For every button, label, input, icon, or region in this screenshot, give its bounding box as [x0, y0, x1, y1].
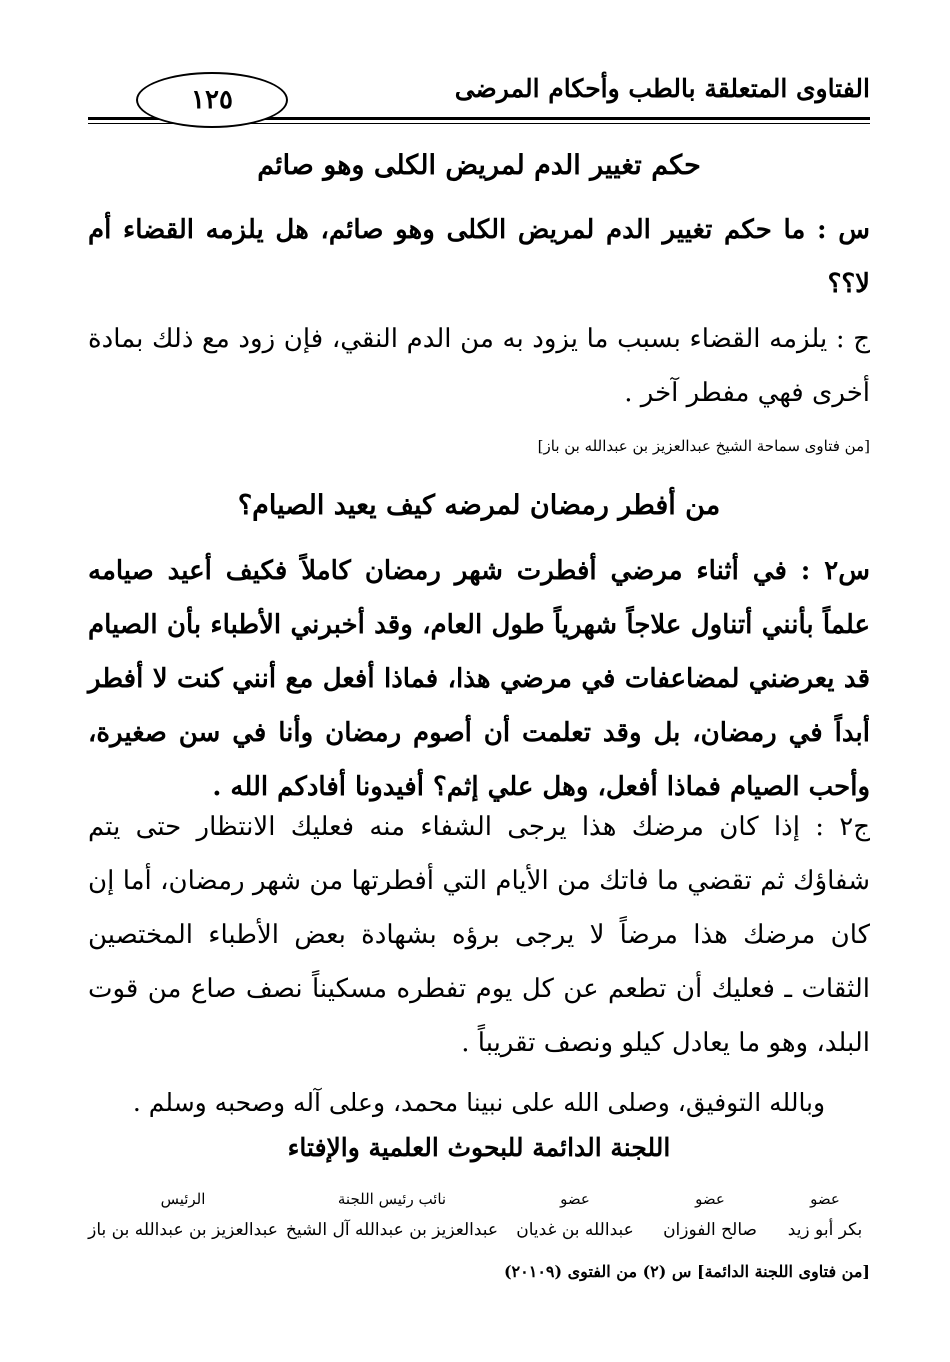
fatwa1-title: حكم تغيير الدم لمريض الكلى وهو صائم — [257, 150, 701, 181]
member-fawzan — [650, 1185, 770, 1247]
fatwa2-source: [من فتاوى اللجنة الدائمة] س (٢) من الفتوى (٢٠١٠٩) — [503, 1262, 870, 1281]
member-role: نائب رئيس اللجنة — [337, 1190, 447, 1208]
member-ghudayyan — [505, 1185, 645, 1247]
committee-members — [88, 1185, 870, 1255]
member-bakr — [780, 1185, 870, 1247]
member-role: عضو — [695, 1190, 725, 1208]
fatwa2-question: س٢ : في أثناء مرضي أفطرت شهر رمضان كاملاً فكيف أعيد صيامه علماً بأنني أتناول علاجاً شهرياً طول العام، وقد أخبرني الأطباء بأن الصيام قد يعرضني لمضاعفات في مرضي هذا، فماذا أفعل مع أنني كنت لا أفطر أبداً في رمضان، بل وقد تعلمت أن أصوم رمضان وأنا في سن صغيرة، وأحب الصيام فماذا أفعل، وهل علي إثم؟ أفيدونا أفادكم الله . — [88, 556, 870, 802]
member-name: عبدالعزيز بن عبدالله بن باز — [88, 1220, 278, 1240]
member-role: عضو — [810, 1190, 840, 1208]
running-title: الفتاوى المتعلقة بالطب وأحكام المرضى — [454, 74, 870, 103]
committee-name: اللجنة الدائمة للبحوث العلمية والإفتاء — [287, 1133, 671, 1162]
fatwa2-title: من أفطر رمضان لمرضه كيف يعيد الصيام؟ — [237, 490, 721, 521]
member-name: عبدالله بن غديان — [516, 1220, 634, 1240]
page-header — [88, 62, 870, 122]
member-role: عضو — [560, 1190, 590, 1208]
member-vice-chairman — [282, 1185, 502, 1247]
fatwa1-answer: ج : يلزمه القضاء بسبب ما يزود به من الدم النقي، فإن زود مع ذلك بمادة أخرى فهي مفطر آخر . — [88, 324, 870, 408]
member-role: الرئيس — [160, 1190, 206, 1208]
fatwa1-question: س : ما حكم تغيير الدم لمريض الكلى وهو صائم، هل يلزمه القضاء أم لا؟؟ — [88, 215, 870, 299]
member-name: عبدالعزيز بن عبدالله آل الشيخ — [285, 1220, 499, 1240]
member-chairman — [88, 1185, 278, 1247]
fatwa2-answer: ج٢ : إذا كان مرضك هذا يرجى الشفاء منه فعليك الانتظار حتى يتم شفاؤك ثم تقضي ما فاتك من الأيام التي أفطرتها من شهر رمضان، أما إن كان مرضك هذا مرضاً لا يرجى برؤه بشهادة بعض الأطباء المختصين الثقات ـ فعليك أن تطعم عن كل يوم تفطره مسكيناً نصف صاع من قوت البلد، وهو ما يعادل كيلو ونصف تقريباً . — [88, 812, 870, 1058]
closing-prayer: وبالله التوفيق، وصلى الله على نبينا محمد، وعلى آله وصحبه وسلم . — [132, 1088, 826, 1117]
page-number: ١٢٥ — [136, 72, 288, 128]
member-name: بكر أبو زيد — [787, 1220, 863, 1240]
member-name: صالح الفوزان — [663, 1220, 757, 1240]
fatwa1-source: [من فتاوى سماحة الشيخ عبدالعزيز بن عبدالله بن باز] — [537, 437, 870, 455]
